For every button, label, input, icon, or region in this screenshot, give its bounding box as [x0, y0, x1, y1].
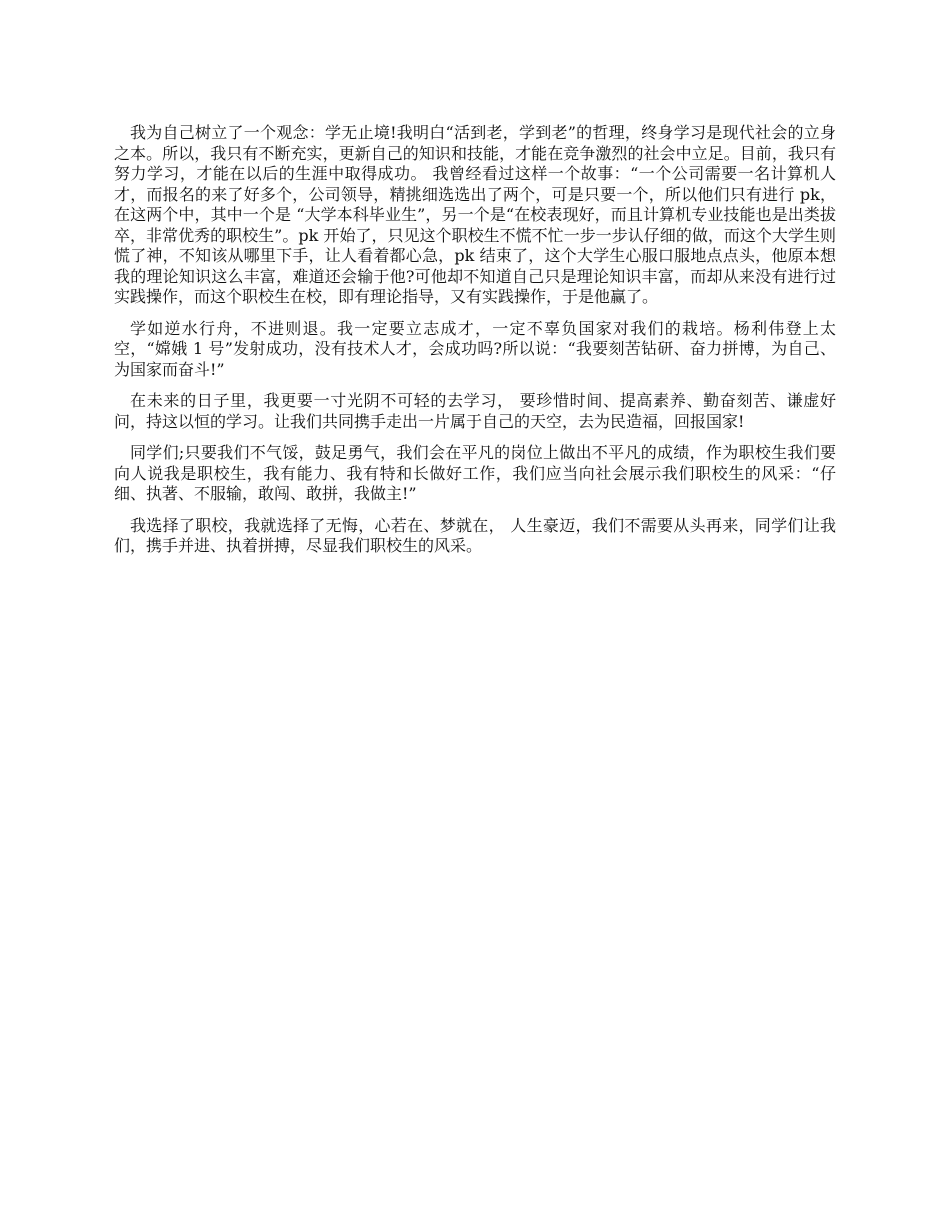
document-body	[114, 123, 836, 568]
paragraph-4: 同学们;只要我们不气馁，鼓足勇气，我们会在平凡的岗位上做出不平凡的成绩，作为职校生我们要向人说我是职校生，我有能力、我有特和长做好工作，我们应当向社会展示我们职校生的风采：“仔细、执著、不服输，敢闯、敢拼，我做主!”	[114, 443, 836, 503]
paragraph-3: 在未来的日子里，我更要一寸光阴不可轻的去学习， 要珍惜时间、提高素养、勤奋刻苦、谦虚好问，持这以恒的学习。让我们共同携手走出一片属于自己的天空，去为民造福，回报国家!	[114, 391, 836, 431]
paragraph-5: 我选择了职校，我就选择了无悔，心若在、梦就在， 人生豪迈，我们不需要从头再来，同学们让我们，携手并进、执着拼搏，尽显我们职校生的风采。	[114, 515, 836, 555]
paragraph-1: 我为自己树立了一个观念：学无止境!我明白“活到老，学到老”的哲理，终身学习是现代社会的立身之本。所以，我只有不断充实，更新自己的知识和技能，才能在竞争激烈的社会中立足。目前，我只有努力学习，才能在以后的生涯中取得成功。 我曾经看过这样一个故事：“一个公司需要一名计算机人才，而报名的来了好多个，公司领导，精挑细选选出了两个，可是只要一个，所以他们只有进行 pk，在这两个中，其中一个是 “大学本科毕业生”，另一个是“在校表现好，而且计算机专业技能也是出类拔卒，非常优秀的职校生”。pk 开始了，只见这个职校生不慌不忙一步一步认仔细的做，而这个大学生则慌了神，不知该从哪里下手，让人看着都心急，pk 结束了，这个大学生心服口服地点点头，他原本想我的理论知识这么丰富，难道还会输于他?可他却不知道自己只是理论知识丰富，而却从来没有进行过实践操作，而这个职校生在校，即有理论指导，又有实践操作，于是他赢了。	[114, 123, 836, 306]
paragraph-2: 学如逆水行舟，不进则退。我一定要立志成才，一定不辜负国家对我们的栽培。杨利伟登上太空，“嫦娥 1 号”发射成功，没有技术人才，会成功吗?所以说：“我要刻苦钻研、奋力拼博，为自己、为国家而奋斗!”	[114, 318, 836, 379]
